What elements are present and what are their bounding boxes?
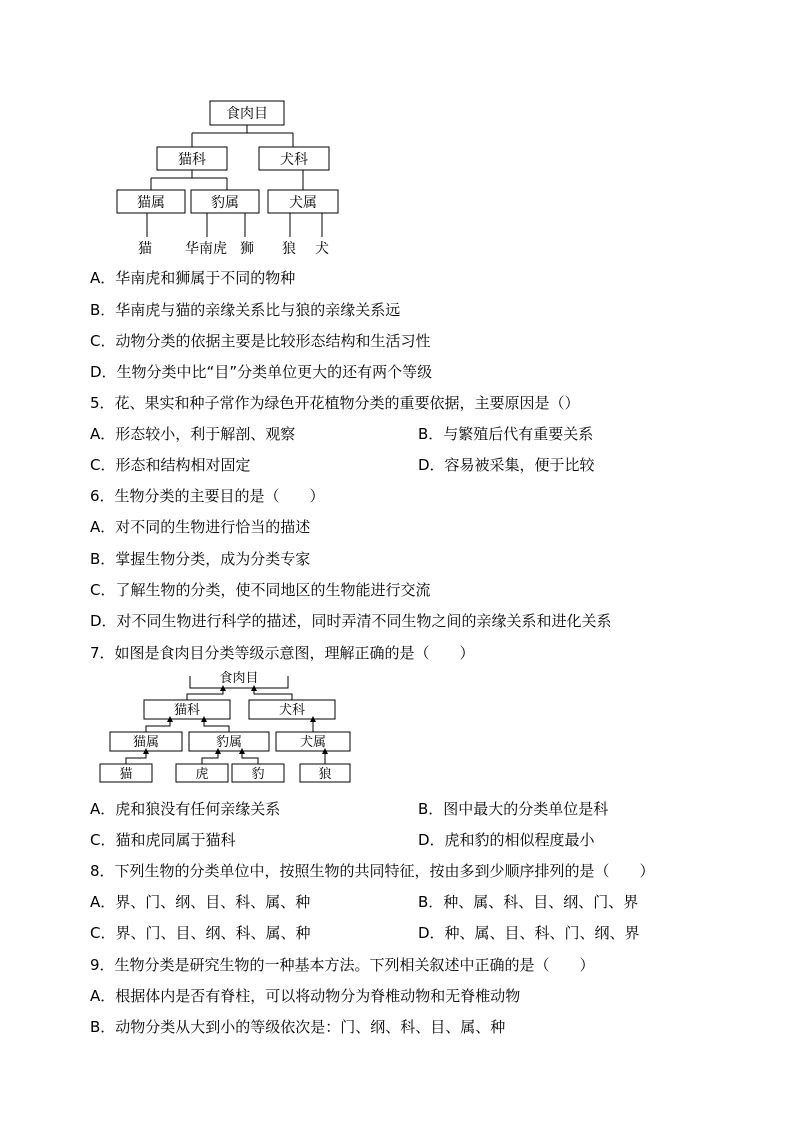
species-label: 狼	[282, 241, 296, 257]
q8-stem: 8．下列生物的分类单位中，按照生物的共同特征，按由多到少顺序排列的是（ ）	[90, 862, 655, 880]
q6-option-c: C．了解生物的分类，使不同地区的生物能进行交流	[90, 581, 431, 599]
genus-label: 豹属	[215, 735, 243, 750]
q5-option-d: D．容易被采集，便于比较	[418, 456, 595, 474]
q4-option-d: D．生物分类中比“目”分类单位更大的还有两个等级	[90, 363, 433, 381]
species-label: 豹	[251, 767, 265, 782]
genus-label: 猫属	[132, 735, 160, 750]
genus-label: 犬属	[299, 735, 327, 750]
q9-option-b: B．动物分类从大到小的等级依次是：门、纲、科、目、属、种	[90, 1018, 506, 1036]
q5-option-b: B．与繁殖后代有重要关系	[418, 425, 594, 443]
q8-option-a: A．界、门、纲、目、科、属、种	[90, 893, 311, 911]
q7-option-d: D．虎和豹的相似程度最小	[418, 831, 595, 849]
genus-label: 犬属	[289, 195, 317, 211]
species-label: 华南虎	[185, 241, 227, 257]
q8-option-d: D．种、属、目、科、门、纲、界	[418, 924, 640, 942]
q6-option-a: A．对不同的生物进行恰当的描述	[90, 518, 311, 536]
q4-option-a: A．华南虎和狮属于不同的物种	[90, 269, 296, 287]
q8-option-b: B．种、属、科、目、纲、门、界	[418, 893, 639, 911]
species-label: 犬	[315, 241, 329, 257]
q7-option-c: C．猫和虎同属于猫科	[90, 831, 236, 849]
q7-stem: 7．如图是食肉目分类等级示意图，理解正确的是（ ）	[90, 644, 475, 662]
order-label: 食肉目	[226, 106, 268, 122]
species-label: 狼	[318, 767, 332, 782]
q6-option-d: D．对不同生物进行科学的描述，同时弄清不同生物之间的亲缘关系和进化关系	[90, 612, 612, 630]
species-label: 虎	[195, 767, 209, 782]
q9-option-a: A．根据体内是否有脊柱，可以将动物分为脊椎动物和无脊椎动物	[90, 987, 521, 1005]
q5-stem: 5．花、果实和种子常作为绿色开花植物分类的重要依据，主要原因是（）	[90, 394, 580, 412]
family-label: 犬科	[278, 703, 306, 718]
q6-stem: 6．生物分类的主要目的是（ ）	[90, 487, 325, 505]
q9-stem: 9．生物分类是研究生物的一种基本方法。下列相关叙述中正确的是（ ）	[90, 956, 595, 974]
q4-option-b: B．华南虎与猫的亲缘关系比与狼的亲缘关系远	[90, 301, 401, 319]
q7-option-b: B．图中最大的分类单位是科	[418, 800, 609, 818]
q4-option-c: C．动物分类的依据主要是比较形态结构和生活习性	[90, 332, 431, 350]
species-label: 猫	[138, 241, 152, 257]
family-label: 猫科	[178, 152, 206, 168]
species-label: 狮	[240, 241, 254, 257]
species-label: 猫	[119, 767, 133, 782]
order-label: 食肉目	[219, 671, 259, 686]
family-label: 犬科	[280, 152, 308, 168]
q5-option-a: A．形态较小，利于解剖、观察	[90, 425, 296, 443]
taxonomy-diagram-1	[0, 0, 794, 270]
genus-label: 豹属	[211, 195, 239, 211]
genus-label: 猫属	[137, 195, 165, 211]
q7-option-a: A．虎和狼没有任何亲缘关系	[90, 800, 281, 818]
taxonomy-diagram-2	[0, 668, 794, 788]
q8-option-c: C．界、门、目、纲、科、属、种	[90, 924, 311, 942]
family-label: 猫科	[173, 703, 201, 718]
q5-option-c: C．形态和结构相对固定	[90, 456, 251, 474]
q6-option-b: B．掌握生物分类，成为分类专家	[90, 550, 311, 568]
